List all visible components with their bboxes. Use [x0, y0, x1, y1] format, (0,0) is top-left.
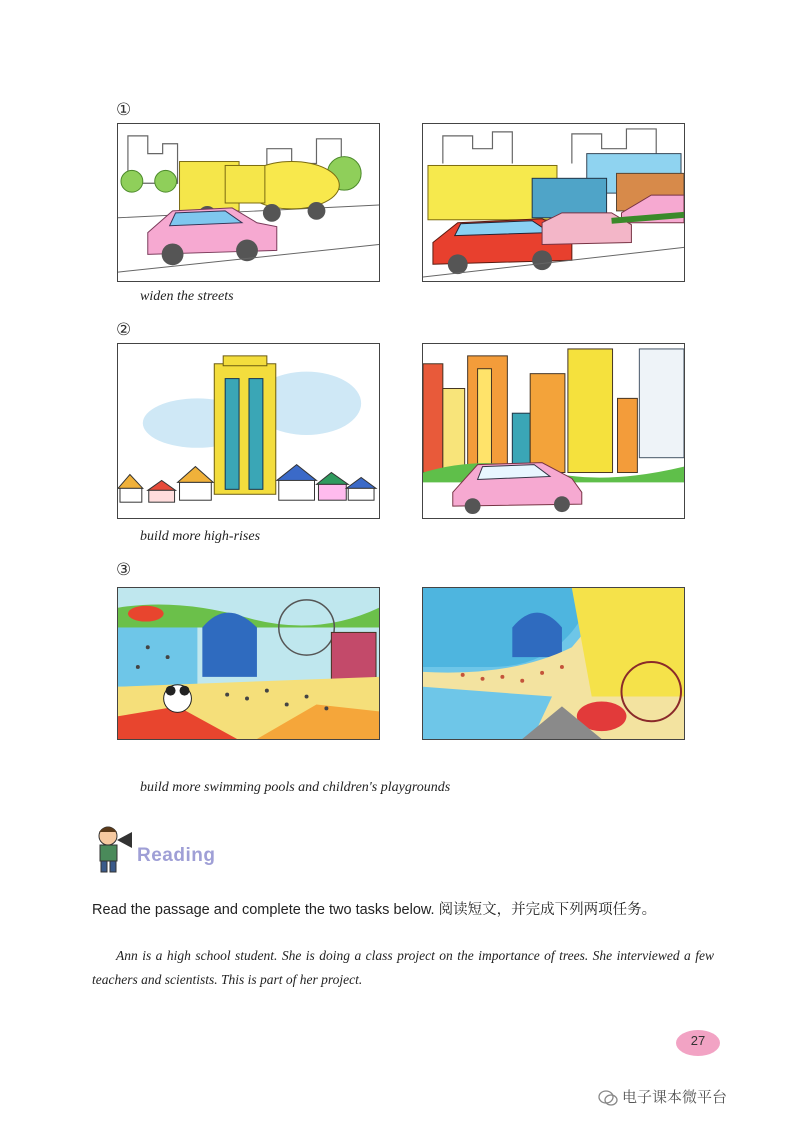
illustration-traffic-narrow-street — [117, 123, 380, 282]
caption-1: widen the streets — [140, 289, 234, 304]
section-number-1: ① — [116, 100, 132, 120]
boy-with-megaphone-icon — [90, 822, 136, 874]
caption-3: build more swimming pools and children's playgrounds — [140, 780, 451, 795]
section-number-3: ③ — [116, 560, 132, 580]
caption-2: build more high-rises — [140, 529, 261, 544]
watermark-text: 电子课本微平台 — [622, 1088, 728, 1106]
illustration-city-of-high-rises — [422, 343, 685, 519]
reading-passage: Ann is a high school student. She is doing a class project on the importance of trees. She interviewed a few teachers and scientists. This is part of her project. — [92, 948, 714, 987]
watermark — [598, 1086, 727, 1107]
section-number-2: ② — [116, 320, 132, 340]
reading-instruction: Read the passage and complete the two tasks below. 阅读短文，并完成下列两项任务。 — [92, 902, 657, 918]
illustration-spacious-playground-pool — [422, 587, 685, 740]
wechat-icon — [598, 1090, 618, 1106]
illustration-crowded-playground-pool — [117, 587, 380, 740]
illustration-high-rise-among-houses — [117, 343, 380, 519]
page-number: 27 — [690, 1033, 706, 1048]
reading-title: Reading — [137, 845, 216, 866]
illustration-traffic-wide-street — [422, 123, 685, 282]
